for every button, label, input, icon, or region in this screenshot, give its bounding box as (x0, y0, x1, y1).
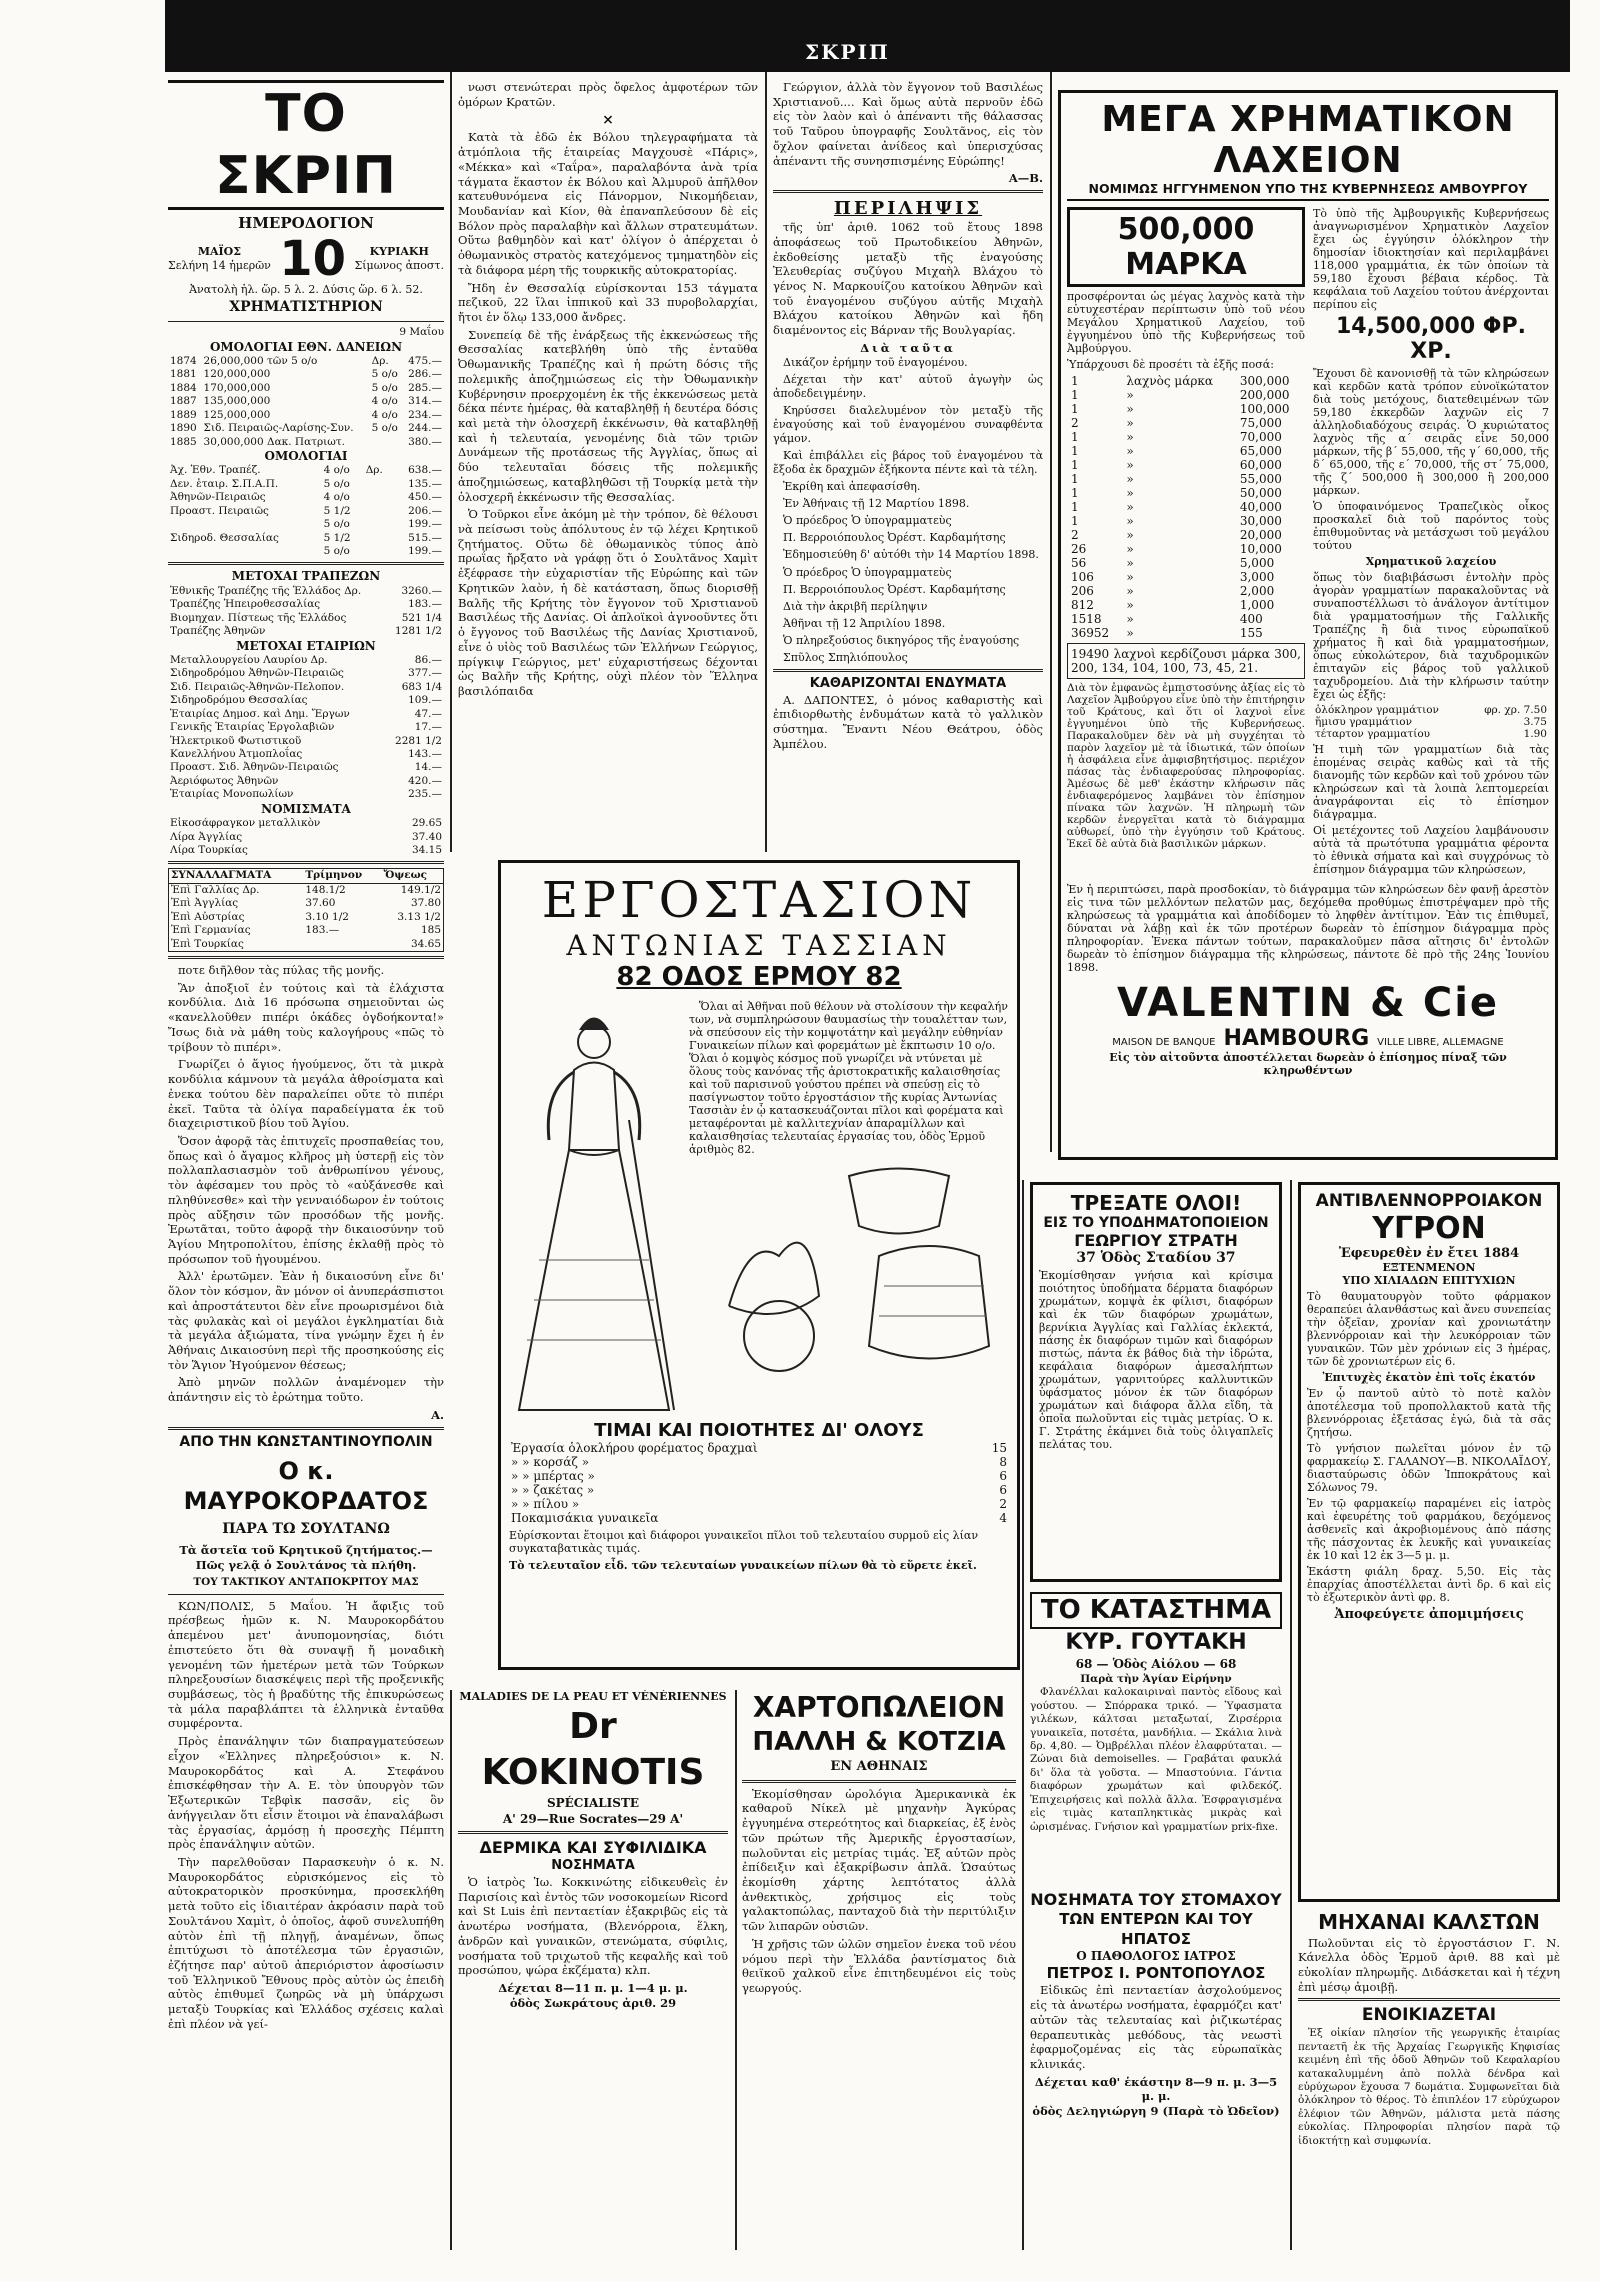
doctor-addr2: ὁδὸς Σωκράτους ἀριθ. 29 (509, 1995, 677, 2010)
bond-row: 1890 Σιδ. Πειραιῶς-Λαρίσης-Συν. 5 ο/ο 244.— (170, 422, 442, 435)
lottery-title: ΜΕΓΑ ΧΡΗΜΑΤΙΚΟΝ ΛΑΧΕΙΟΝ (1101, 99, 1515, 181)
remedy-lead: Ἐπιτυχὲς ἑκατὸν ἐπὶ τοῖς ἑκατόν (1322, 1371, 1536, 1384)
exchange-col-sight: Ὄψεως (383, 869, 428, 882)
bank-shares-title: ΜΕΤΟΧΑΙ ΤΡΑΠΕΖΩΝ (231, 569, 381, 584)
company-share-row: Ἠλεκτρικοῦ Φωτιστικοῦ 2281 1/2 (170, 734, 442, 747)
calendar-row (168, 231, 444, 288)
paragraph: Ἀπὸ μηνῶν πολλῶν ἀναμένομεν τὴν ἀπάντησιν εἰς τὸ ἐρώτημα τοῦτο. (168, 1375, 444, 1405)
paper-text2: Ἡ χρῆσις τῶν ὡλῶν σημεῖον ἐνεκα τοῦ νέου νόμου περὶ τὴν Ἑλλάδα ῥαντίσματος διὰ θειϊκοῦ χαλκοῦ εἶνε ἐπιτηδευμένοι εἰς τοὺς γεωργούς. (742, 1936, 1016, 1996)
market-title: ΧΡΗΜΑΤΙΣΤΗΡΙΟΝ (229, 299, 383, 316)
company-shares-title: ΜΕΤΟΧΑΙ ΕΤΑΙΡΙΩΝ (236, 638, 376, 653)
lottery-right-amount: 14,500,000 ΦΡ. ΧΡ. (1335, 314, 1526, 364)
cleaning-title: ΚΑΘΑΡΙΖΟΝΤΑΙ ΕΝΔΥΜΑΤΑ (809, 676, 1007, 692)
paragraph: Ὁ πληρεξούσιος δικηγόρος τῆς ἐναγούσης (783, 633, 1020, 647)
paragraph: Τὴν παρελθοῦσαν Παρασκευὴν ὁ κ. Ν. Μαυροκορδάτος εὐρισκόμενος εἰς τὸ αὐτοκρατορικὸν προσκύνημα, προσεκλήθη μετὰ τοῦτο εἰς ἰδιαιτέραν ἀκρόασιν παρὰ τοῦ Σουλτάνου Χαμὶτ, ὁ ὁποῖος, ἀφοῦ συνελυπήθη αὐτὸν ἐπὶ τῇ πληγῇ, ἀναμένων, ὅπως ἐπιτύχωσι τὸ ἀποτέλεσμα τῶν ἐργασιῶν, ἐζήτησε παρ' αὐτοῦ ἀπεριόριστον ἀφοσίωσιν τοῦ Ἑλληνικοῦ Ἔθνους πρὸς αὐτὸν ὡς ἐπειδὴ αὐτὸς ἐπιθυμεῖ ζωηρῶς νὰ μὴ ὑπάρχωσι μεταξὺ Τουρκίας καὶ Ἑλλάδος σχέσεις καλαὶ ἐπὶ πλέον νὰ γεί- (168, 1854, 444, 2031)
paragraph: Ὁ Τοῦρκοι εἶνε ἀκόμη μὲ τὴν τρόπον, δὲ θέλουσι νὰ πείσωσι τοὺς ἀπόλυτους ἐν τῷ λέχει Κρητικοῦ ζητήματος. Οὕτω δὲ ὀθωμανικὸς τύπος ἀπὸ πρωΐας ἤρξατο νὰ γράφῃ ὅτι ὁ Σουλτᾶνος Χαμὶτ ἐξέφρασε τὴν εὐχαριστίαν τῆς Εὐρώπης καὶ τῶν Κρητικῶν λαὸν, ἡ δὲ κατάσταση, ὅπως διορισθῇ Βαλῆς τῆς Κρήτης τὸν ἔγγονον τοῦ Χριστιανοῦ Βασιλέως τῆς Δανίας. Οἱ ἁπλοϊκοὶ ἀγνοοῦντες ὅτι ὁ ἔγγονος τοῦ Βασιλέως τῆς Δανίας Χριστιανοῦ, εἶνε ὁ υἱὸς τοῦ Βασιλέως τῶν Ἑλλήνων Γεώργιος, πρίγκιψ Γεώργιος, μετ' εὐχαριστήσεως δέχονται ὡς Βαλῆν τῆς Κρήτης, οὐχὶ πλέον τὸν Ἕλληνα βασιλόπαιδα (458, 507, 758, 698)
exchange-row: Ἐπὶ Γερμανίας 183.— 185 (171, 924, 441, 937)
column-rule (1050, 72, 1052, 1152)
company-share-row: Σιδ. Πειραιῶς-Ἀθηνῶν-Πελοπον. 683 1/4 (170, 680, 442, 693)
constantinople-lead: Τὰ ἄστεῖα τοῦ Κρητικοῦ ζητήματος.—Πῶς γελᾷ ὁ Σουλτάνος τὰ πλήθη. (179, 1542, 433, 1572)
prize-row: 1 » 30,000 (1071, 514, 1282, 528)
firm-note: Εἰς τὸν αἰτοῦντα ἀποστέλλεται δωρεὰν ὁ ἐπίσημος πίναξ τῶν κληρωθέντων (1109, 1051, 1507, 1077)
obligation-row: Σιδηροδ. Θεσσαλίας 5 1/2 515.— (170, 531, 442, 544)
bonds-table (168, 355, 444, 449)
column-rule (735, 1690, 737, 2250)
perilepsis-text (773, 220, 1043, 338)
constantinople-article (168, 1599, 444, 2032)
paragraph: Ἐκρίθη καὶ ἀπεφασίσθη. (783, 480, 921, 494)
article-sultan-end (458, 80, 758, 109)
paper-loc: ΕΝ ΑΘΗΝΑΙΣ (830, 1759, 928, 1775)
stomach-hours: Δέχεται καθ' ἑκάστην 8—9 π. μ. 3—5 μ. μ. (1034, 2074, 1278, 2104)
lottery-amount: 500,000 ΜΑΡΚΑ (1067, 207, 1305, 287)
paragraph: Συνεπείᾳ δὲ τῆς ἐνάρξεως τῆς ἐκκενώσεως τῆς Θεσσαλίας κατεβλήθη ὑπὸ τῆς ἐνταῦθα Ὀθωμανικῆς Τραπέζης καὶ ἡ πρώτη δόσις τῆς πολεμικῆς ἀποζημιώσεως εἰς τὴν Ὀθωμανικὴν Κυβέρνησιν προερχομένη ἐκ τῆς ἐκκενώσεως μετὰ δέκα πέντε ἡμέρας, θὰ καταβληθῇ ἡ δευτέρα δόσις καὶ μετὰ τὴν ὁλοσχερῆ ἐκκένωσιν, θὰ καταβληθῇ καὶ ἡ τελευταία, γενομένης διὰ τῶν τριῶν Δυνάμεων τῆς προτάσεως τῆς Ἀγγλίας, ὅπως αἱ δύο τελευταῖαι δόσεις τῆς πολεμικῆς ἀποζημιώσεως, καταβληθῶσι τῇ Τουρκίᾳ μετὰ τὴν ὁλοσχερῆ ἐκκένωσιν τῆς Θεσσαλίας. (458, 327, 758, 504)
paragraph: Διὰ τὴν ἀκριβῆ περίληψιν (783, 599, 928, 613)
store-text: Φλανέλλαι καλοκαιριναὶ παντὸς εἴδους καὶ γούστου. — Σπόρρακα τρικό. — Ὑφασματα γιλέκων, κάλτσαι μεταξωταί, Ζιρσέρρια γυναικεῖα, ποτσέτα, μανδήλια. — Σκάλια λινὰ δρ. 4,80. — Ὀμβρέλλαι πλέον ἐλαφρύταται. — Ζώναι διὰ demoiselles. — Γραβάται φαυκλά δι' ὅλα τὰ γοῦστα. — Μπαστούνια. Γάντια διαφόρων χρωμάτων καὶ φιλδεκόζ. Ἐπιχειρήσεις καὶ πολλὰ ἄλλα. Ἐσφραγισμένα εἰς τιμὰς καταπληκτικὰς μικρὰς καὶ ὡρισμένας. Γνήσιον καὶ γραμματίων prix-fixe. (1030, 1686, 1282, 1833)
doctor-addr: Α' 29—Rue Socrates—29 Α' (502, 1811, 684, 1826)
doctor-greek: ΔΕΡΜΙΚΑ ΚΑΙ ΣΥΦΙΛΙΔΙΚΑ (479, 1837, 707, 1857)
factory-ad (498, 860, 1020, 1670)
constantinople-name: Ο κ. ΜΑΥΡΟΚΟΡΔΑΤΟΣ (183, 1456, 429, 1516)
prize-row: 812 » 1,000 (1071, 598, 1275, 612)
remedy-text2: Ἐν ᾧ παντοῦ αὐτὸ τὸ ποτὲ καλὸν ἀποτέλεσμα τοῦ προπολλακτοῦ κατὰ τῆς βλεννόρροιας ἐξετάσας ἐγώ, διὰ τὰ σᾶς ζητήσω. (1307, 1387, 1551, 1439)
factory-price-row: » » κορσάζ » 8 (511, 1455, 1007, 1469)
article-monastery (168, 963, 444, 1405)
company-share-row: Μεταλλουργείου Λαυρίου Δρ. 86.— (170, 653, 442, 666)
factory-price-row: Ποκαμισάκια γυναικεῖα 4 (511, 1511, 1007, 1525)
paragraph: Κηρύσσει διαλελυμένον τὸν μεταξὺ τῆς ἐναγούσης καὶ τοῦ ἐναγομένου συναφθέντα γάμον. (773, 403, 1043, 445)
ticket-price-row: ὁλόκληρον γραμμάτιον φρ. χρ. 7.50 (1314, 704, 1547, 716)
obligation-row: Ἀθηνῶν-Πειραιῶς 4 ο/ο 450.— (170, 491, 442, 504)
remedy-title: ΑΝΤΙΒΛΕΝΝΟΡΡΟΙΑΚΟΝ (1315, 1191, 1543, 1211)
doctor-hours: Δέχεται 8—11 π. μ. 1—4 μ. μ. (498, 1981, 688, 1996)
running-title: ΣΚΡΙΠ (805, 40, 890, 64)
prize-row: 1 » 55,000 (1071, 472, 1282, 486)
bond-row: 1889 125,000,000 4 ο/ο 234.— (170, 408, 442, 421)
stomach-title2: ΤΩΝ ΕΝΤΕΡΩΝ ΚΑΙ ΤΟΥ ΗΠΑΤΟΣ (1059, 1910, 1253, 1948)
paper-name: ΠΑΛΛΗ & ΚΟΤΖΙΑ (752, 1726, 1006, 1757)
firm-name: VALENTIN & Cie (1116, 980, 1500, 1026)
prize-row: 1 » 200,000 (1071, 388, 1290, 402)
paragraph: Δέχεται τὴν κατ' αὐτοῦ ἀγωγὴν ὡς ἀποδεδειγμένην. (773, 372, 1043, 400)
currency-title: ΝΟΜΙΣΜΑΤΑ (261, 801, 351, 816)
factory-title: ΕΡΓΟΣΤΑΣΙΟΝ (541, 871, 977, 929)
lottery-right-text4: Ἡ τιμὴ τῶν γραμματίων διὰ τὰς ἑπομένας σειρὰς καθὼς καὶ τὰ τῆς διανομῆς τῶν κερδῶν καὶ τοῦ χρόνου τῶν κληρώσεων καὶ τὰ λοιπὰ λεπτομερείαι ἀναγράφονται εἰς τὸ ἐπίσημον διάγραμμα. (1312, 743, 1549, 821)
factory-text: Ὅλαι αἱ Ἀθῆναι ποῦ θέλουν νὰ στολίσουν τὴν κεφαλήν των, νὰ συμπληρώσουν θαυμασίως τὴν τουαλέτταν των, νὰ σπεύσουν εἰς τὴν κομψοτάτην καὶ μεγάλην εὐθηνίαν Γυναικείων πίλων καὶ φορεμάτων μὲ ἔκπτωσιν 10 ο/ο. Ὅλαι ὁ κομψὸς κόσμος ποῦ γνωρίζει νὰ ντύνεται μὲ ὅλους τοὺς κανόνας τῆς ἀριστοκρατικῆς καλαισθησίας καὶ τοῦ παρισινοῦ γούστου πρέπει νὰ σπεύσῃ εἰς τὸ πασίγνωστον τοῦτο ἐργοστάσιον τῆς κυρίας Ἀντωνίας Τασσιὰν ἐν ᾧ κατασκευάζονται πῖλοι καὶ φορέματα καὶ μεταφέρονται μὲ καλλιτεχνίαν ἀπαραμίλλων καὶ καλαισθησίας τελευταίας ἐργασίας του, ὁδὸς Ἑρμοῦ ἀριθμὸς 82. (689, 1000, 1008, 1156)
article-signature-ab: Α—Β. (1008, 171, 1043, 186)
lottery-subtitle: ΝΟΜΙΜΩΣ ΗΓΓΥΗΜΕΝΟΝ ΥΠΟ ΤΗΣ ΚΥΒΕΡΝΗΣΕΩΣ ΑΜΒΟΥΡΓΟΥ (1067, 181, 1549, 201)
factory-price-row: » » μπέρτας » 6 (511, 1469, 1007, 1483)
weekday: ΚΥΡΙΑΚΗ (369, 245, 429, 259)
obligations-title: ΟΜΟΛΟΓΙΑΙ (264, 449, 348, 464)
remedy-warning: Ἀποφεύγετε ἀπομιμήσεις (1334, 1607, 1524, 1622)
column-rule (1022, 1180, 1024, 2250)
prize-row: 56 » 5,000 (1071, 556, 1275, 570)
paragraph: Π. Βερροιόπουλος Ὀρέστ. Καρδαμήτσης (783, 531, 1006, 545)
doctor-name: Dr KOKINOTIS (481, 1706, 705, 1794)
company-share-row: Ἑταιρίας Δημοσ. καὶ Δημ. Ἔργων 47.— (170, 707, 442, 720)
doctor-ad (458, 1690, 728, 2250)
paragraph: Ἐν Ἀθήναις τῇ 12 Μαρτίου 1898. (783, 497, 970, 511)
prize-row: 1 » 40,000 (1071, 500, 1282, 514)
paragraph: Κατὰ τὰ ἐδῶ ἐκ Βόλου τηλεγραφήματα τὰ ἀτμόπλοια τῆς ἑταιρείας Μαγχουσὲ «Πάρις», «Μέκκα» καὶ «Ταΐρα», παραλαβόντα ἀνὰ τρία τάγματα ἕκαστον ἐκ Βόλου καὶ Ἁλμυροῦ ἀπῆλθον κατευθυνόμενα εἰς Πάνορμον, Νικομήδειαν, Μουδανίαν καὶ Κίον, θὰ ἐπαναπλεύσουν δὲ εἰς Βόλον πρὸς παραλαβὴν καὶ ἄλλων στρατευμάτων. Οὕτω βαθμηδὸν καὶ κατ' ὀλίγον ὁ ἀπέρχεται ὁ ὀθωμανικὸς στρατὸς κατεχόμενος τμηματηδὸν εἰς τὰ διάφορα μέρη τῆς τουρκικῆς αὐτοκρατορίας. (458, 130, 758, 277)
company-share-row: Κανελλήνου Ἀτμοπλοΐας 143.— (170, 747, 442, 760)
lottery-right-text: Ἔχουσι δὲ κανονισθῇ τὰ τῶν κληρώσεων καὶ κερδῶν κατὰ τρόπον εὐνοϊκώτατον διὰ τοὺς μετόχους, διατεθειμένων τῶν 59,180 ἐκκερδῶν λαχνῶν εἰς 7 ἀλληλοδιαδόχους σειράς. Ὁ κυριώτατος λαχνὸς τῆς α΄ σειρᾶς εἶνε 50,000 μάρκων, τῆς β΄ 55,000, τῆς γ΄ 60,000, τῆς δ΄ 65,000, τῆς ε΄ 70,000, τῆς στ΄ 75,000, τῆς ζ΄ 500,000 ἢ 300,000 ἢ 200,000 μάρκων. (1312, 367, 1549, 497)
bond-row: 1885 30,000,000 Δακ. Πατριωτ. 380.— (170, 435, 442, 448)
obligation-row: 5 ο/ο 199.— (323, 545, 442, 558)
lottery-right-text5: Οἱ μετέχοντες τοῦ Λαχείου λαμβάνουσιν αὐτὰ τὰ πρωτότυπα γραμμάτια φέροντα τὸ ἐθνικὰ σήματα καὶ καὶ συγχρόνως τὸ ἐπίσημον διάγραμμα τῶν κληρώσεων, (1312, 824, 1549, 876)
lottery-right-head: Χρηματικοῦ λαχείου (1365, 555, 1497, 568)
rent-text: Ἐξ οἰκίαν πλησίον τῆς γεωργικῆς ἑταιρίας πενταετῆ ἐκ τῆς Ἀρχαίας Γεωργικῆς Κηφισίας κειμένη ἐπὶ τῆς ὁδοῦ Ἀθηνῶν τοῦ Κεφαλαρίου κατακαλυμμένη ἀπὸ πολλὰ δένδρα καὶ εὐρύχωρον ἔχουσα 7 δωμάτια. Συμφωνεῖται διὰ ὀλόκληρον τὸ θέρος. Τὸ ἐπιπλέον 17 εὐρύχωρον ἐλέφιον τῶν Ἀθηνῶν, μάλιστα μετὰ πάσης εὐκολίας. Πληροφορίαι πλησίον παρὰ τῷ ἰδιοκτήτῃ καὶ συμφωνία. (1298, 2027, 1560, 2147)
bank-share-row: Ἐθνικῆς Τραπέζης τῆς Ἑλλάδος Δρ. 3260.— (170, 584, 442, 597)
firm-city: HAMBOURG (1223, 1026, 1370, 1051)
cleaning-text: Α. ΔΑΠΟΝΤΕΣ, ὁ μόνος καθαριστὴς καὶ ἐπιδιορθωτὴς ἐνδυμάτων κατὰ τὸ γαλλικὸν σύστημα. Ἔναντι Νέου Θεάτρου, ὁδὸς Ἀμπέλου. (773, 692, 1043, 751)
exchange-table (168, 868, 444, 952)
dress-illustration (509, 1000, 679, 1420)
bank-shares-table (168, 585, 444, 639)
factory-price-row: » » πίλου » 2 (511, 1497, 1007, 1511)
paragraph: τῆς ὑπ' ἀριθ. 1062 τοῦ ἔτους 1898 ἀποφάσεως τοῦ Πρωτοδικείου Ἀθηνῶν, ἐκδοθείσης μεταξὺ τῆς ἐναγούσης Ἐλευθερίας συζύγου Μιχαὴλ Βλάχου τὸ γένος Ν. Μαρκουίζου κατοίκου Ἀθηνῶν καὶ τοῦ ἐναγομένου συζύγου αὐτῆς Μιχαὴλ Βλάχου κατοίκου Ἀθηνῶν καὶ ἤδη διαμένοντος εἰς Βάρναν τῆς Βουλγαρίας. (773, 220, 1043, 338)
lottery-bottom-text: Ἐν ἡ περιπτώσει, παρὰ προσδοκίαν, τὸ διάγραμμα τῶν κληρώσεων δὲν φανῇ ἀρεστὸν εἰς τινα τῶν μελλόντων πελατῶν μας, δεχόμεθα προθύμως ἐπιστρέψαμεν πρὸ τῆς κληρώσεως τὰ γραμμάτια καὶ ἀποδίδομεν τὸ ληφθὲν ἀντίτιμον. Ἐὰν τις ἐπιθυμεῖ, δύναται νὰ λάβῃ καὶ ἐκ τῶν προτέρων δωρεὰν τὸ ἐπίσημον διάγραμμα πρὸς πληροφορίαν. Ἐνεκα πάντων τούτων, παρακαλοῦμεν πᾶσα αἴτησις δι' ἐντολῶν δωρεὰν τὸ ἐπίσημον διάγραμμα τῆς κληρώσεως, πάντοτε δὲ πρὸ τῆς 24ης Ἰουνίου 1898. (1067, 883, 1549, 974)
notices-column (773, 80, 1043, 850)
currency-row: Εἰκοσάφραγκον μεταλλικὸν 29.65 (170, 817, 442, 830)
exchange-title: ΣΥΝΑΛΛΑΓΜΑΤΑ (171, 869, 272, 882)
exchange-row: Ἐπὶ Αὐστρίας 3.10 1/2 3.13 1/2 (171, 910, 441, 923)
paper-text: Ἐκομίσθησαν ὡρολόγια Ἀμερικανικὰ ἐκ καθαροῦ Νίκελ μὲ μηχανὴν Ἀγκύρας ἐγγυημένα στερεότητος καὶ διαρκείας, ἐξ ἑνὸς τῶν πρώτων τῆς Ἀμερικῆς ἐργοστασίων, πωλοῦνται εἰς μετρίας τιμάς. Ἐξ αὐτῶν πρὸς ἐπίδειξιν καὶ ἐξακρίβωσιν ἁπλᾶ. Ὡσαύτως ἐκομίσθη χάρτης λεπτότατος ἀλλὰ ἀνθεκτικὸς, χρήσιμος εἰς τοὺς γαλακτοπώλας, πανταχοῦ διὰ τὴν περιτύλιξιν τῶν λιπαρῶν οὐσιῶν. (742, 1786, 1016, 1934)
factory-footer: Εὑρίσκονται ἕτοιμοι καὶ διάφοροι γυναικεῖοι πῖλοι τοῦ τελευταίου συρμοῦ εἰς λίαν συγκαταβατικὰς τιμάς. (509, 1529, 979, 1555)
bond-row: 1884 170,000,000 5 ο/ο 285.— (170, 381, 442, 394)
top-banner (165, 0, 1570, 72)
factory-footer2: Τὸ τελευταῖον εἶδ. τῶν τελευταίων γυναικείων πίλων θὰ τὸ εὕρετε ἐκεῖ. (509, 1559, 977, 1572)
lottery-total: 19490 λαχνοὶ κερδίζουσι μάρκα 300, 200, 134, 104, 100, 73, 45, 21. (1067, 643, 1305, 679)
company-share-row: Σιδηροδρόμου Θεσσαλίας 109.— (170, 694, 442, 707)
paragraph: Γεώργιον, ἀλλὰ τὸν ἔγγονον τοῦ Βασιλέως Χριστιανοῦ.... Καὶ ὅμως αὐτὰ περνοῦν ἐδῶ εἰς τὸν λαὸν καὶ ὁ ἀπέναντι τῆς θάλασσας τοῦ Ταῦρου ὑπογραφῆς Σουλτᾶνος, εἰς τὸν ὄχλον φαίνεται ἀνίδεος καὶ ὑπερισχύσας ἀπέναντι τῆς συνησπισμένης Εὐρώπης! (773, 80, 1043, 168)
shoe-name: ΓΕΩΡΓΙΟΥ ΣΤΡΑΤΗ (1074, 1231, 1238, 1250)
factory-prices-table (509, 1441, 1009, 1525)
bank-share-row: Βιομηχαν. Πίστεως τῆς Ἑλλάδος 521 1/4 (170, 611, 442, 624)
article-signature: Α. (431, 1407, 444, 1422)
prize-row: 36952 » 155 (1071, 626, 1263, 640)
doctor-spec: SPÉCIALISTE (546, 1796, 640, 1811)
paragraph: Πρὸς ἐπανάληψιν τῶν διαπραγματεύσεων εἶχον «Ἑλληνες πληρεξούσιοι» κ. Ν. Μαυροκορδάτος καὶ Α. Στεφάνου ἐπισκέφθησαν τὴν Α. Ε. τὸν ὑπουργὸν τῶν Ἐξωτερικῶν Τεβφὶκ πασσᾶν, εἰς ὃν ἀνήγγειλαν ὅτι εἶσιν ἕτοιμοι νὰ ἐπαναλάβωσι τὰς ἐργασίας, ἁρμόσῃ ἡ προσεχὴς Πέμπτη πρὸς ἐπανάληψιν αὐτῶν. (168, 1734, 444, 1852)
remedy-title2: ΥΓΡΟΝ (1372, 1211, 1486, 1246)
paragraph: Δικάζον ἐρήμην τοῦ ἐναγομένου. (783, 355, 968, 369)
exchange-row: Ἐπὶ Γαλλίας Δρ. 148.1/2 149.1/2 (171, 883, 441, 896)
saint: Σίμωνος ἀποστ. (354, 259, 444, 273)
sock-text: Πωλοῦνται εἰς τὸ ἐργοστάσιον Γ. Ν. Κάνελλα ὁδὸς Ἑρμοῦ ἀριθ. 88 καὶ μὲ εὐκολίαν πληρωμῆς. Διδάσκεται καὶ ἡ τέχνη ἐπὶ μέσῳ ἀμοιβῇ. (1298, 1935, 1560, 1994)
prize-row: 26 » 10,000 (1071, 542, 1282, 556)
perilepsis-dia: Διὰ ταῦτα (860, 340, 956, 355)
column-rule (1290, 1180, 1292, 2250)
doctor-greek2: ΝΟΣΗΜΑΤΑ (551, 1858, 635, 1874)
bond-row: 1887 135,000,000 4 ο/ο 314.— (170, 395, 442, 408)
bank-share-row: Τραπέζης Ἀθηνῶν 1281 1/2 (170, 625, 442, 638)
obligation-row: Ἀχ. Ἐθν. Τραπέζ. 4 ο/ο Δρ. 638.— (170, 464, 442, 477)
column-rule (450, 1690, 452, 2250)
lottery-ticket-prices (1313, 704, 1549, 740)
store-address: 68 — Ὁδὸς Αἰόλου — 68 (1075, 1657, 1237, 1672)
stomach-title: ΝΟΣΗΜΑΤΑ ΤΟΥ ΣΤΟΜΑΧΟΥ (1030, 1890, 1282, 1909)
obligation-row: 5 ο/ο 199.— (323, 518, 442, 531)
lottery-warning: Διὰ τὸν ἐμφανῶς ἐμπιστοσύνης ἀξίας εἰς τὸ Λαχεῖον Ἀμβούργου εἶνε ὑπὸ τὴν ἐπιτήρησιν τοῦ Κράτους, καὶ ὅτι οἱ λαχνοὶ εἶνε ἐγγυημένοι ὑπὸ τῆς Κυβερνήσεως. Παρακαλοῦμεν δὲν νὰ μὴ συγχέηται τὸ παρὸν λαχεῖον μὲ τὰ ἰδιωτικά, τῶν ὁποίων ἡ ἀσφάλεια εἶνε ἀμφισβητήσιμος. περιέχον πάσας τὰς ἐνδιαφερούσας πληροφορίας. Ἀμέσως δὲ μεθ' ἑκάστην κλήρωσιν πᾶς ἐνδιαφερόμενος λαμβάνει τὸν ἐπίσημον πίνακα τῶν λαχνῶν. Ἡ πληρωμὴ τῶν κερδῶν ἐνεργεῖται κατὰ τὸ διάγραμμα αὐθωρεί, ὑπὸ τὴν ἐγγύησιν τοῦ Κράτους. Ἐκεῖ δὲ αὐτὰ διὰ βασιλικῶν μάρκων. (1067, 682, 1305, 850)
lottery-intro2: Ὑπάρχουσι δὲ προσέτι τὰ ἑξῆς ποσά: (1067, 358, 1274, 371)
paragraph: Ἂν ἀποξιοῖ ἐν τούτοις καὶ τὰ ἐλάχιστα κονδύλια. Διὰ 16 πρόσωπα σημειοῦνται ὡς «κανελλοῦθεν πιπέρι ὀκάδες ὀγδοήκοντα!» Ἴσως διὰ νὰ μάθη τοὺς καλογήρους «πῶς τὸ τρίβουν τὸ πιπέρι». (168, 980, 444, 1054)
lottery-ad (1058, 90, 1558, 1160)
prize-row: 1 » 70,000 (1071, 430, 1282, 444)
remedy-sub3: ΥΠΟ ΧΙΛΙΑΔΩΝ ΕΠΙΤΥΧΙΩΝ (1342, 1274, 1516, 1287)
rent-title: ΕΝΟΙΚΙΑΖΕΤΑΙ (1361, 2005, 1497, 2026)
lottery-right-text2: Ὁ ὑποφαινόμενος Τραπεζικὸς οἶκος προσκαλεῖ διὰ τοῦ παρόντος τοὺς ἐπιθυμοῦντας νὰ μετάσχωσι τοῦ μεγάλου τούτου (1312, 500, 1549, 552)
shoe-ad (1030, 1182, 1282, 1582)
paragraph: ΚΩΝ/ΠΟΛΙΣ, 5 Μαΐου. Ἡ ἄφιξις τοῦ πρέσβεως ἡμῶν κ. Ν. Μαυροκορδάτου ἀπεμένου μετ' ἀνυπομονησίας, διότι ἐπιστεύετο ὅτι θὰ συναψῇ ἤ μοναδικὴ γενομένη τῶν ἠμετέρων μετὰ τῶν Τούρκων πληρεξουσίων διασκέψεις περὶ τῆς προξενικῆς συμβάσεως, τὸς ἡ βραδύτης τῆς ἐπικυρώσεως τὰ μάλα παραβλάπτει τὰ ἑλληνικὰ ἐνταῦθα συμφέροντα. (168, 1598, 444, 1731)
masthead: ΤΟ ΣΚΡΙΠ (168, 80, 444, 210)
exchange-row: Ἐπὶ Ἀγγλίας 37.60 37.80 (171, 897, 441, 910)
column-rule (765, 72, 767, 852)
prize-row: 2 » 20,000 (1071, 528, 1282, 542)
prize-row: 106 » 3,000 (1071, 570, 1275, 584)
company-shares-table (168, 654, 444, 802)
constantinople-sub: ΠΑΡΑ ΤΩ ΣΟΥΛΤΑΝΩ (222, 1520, 390, 1537)
remedy-sub: Ἐφευρεθὲν ἐν ἔτει 1884 (1338, 1246, 1520, 1261)
day-number: 10 (279, 231, 347, 288)
prize-row: 1 λαχνὸς μάρκα 300,000 (1071, 374, 1290, 388)
remedy-text: Τὸ θαυματουργὸν τοῦτο φάρμακον θεραπεύει ἀλανθάστως καὶ ἄνευ συνεπείας τὴν ὀξεῖαν, χρονίαν καὶ χρονιωτάτην βλεννόρροιαν καὶ τὴν λευκόρροιαν τῶν γυναικῶν. Τῶν μὲν χρόνιων εἰς 3 ἡμέρας, τῶν δὲ χρονιωτέρων εἰς 6. (1307, 1290, 1551, 1368)
factory-name: ΑΝΤΩΝΙΑΣ ΤΑΣΣΙΑΝ (566, 929, 952, 962)
paragraph: Ὅσον ἀφορᾷ τὰς ἐπιτυχεῖς προσπαθείας του, ὅπως καὶ ὁ ἄγαμος κλῆρος μὴ ὑστερῇ εἰς τὸν πολλαπλασιασμὸν τοῦ ἀνθρωπίνου γένους, τὸν ἀφέσαμεν του πρὸς τὸ «αὐξάνεσθε καὶ πληθύνεσθε» καὶ τὴν γενναιόδωρον ἐν τούτοις πρὸς αὔξησιν τῶν προσόδων τῆς μονῆς. Ἐρωτᾶται, τοῦτο ἀφορᾷ τὴν δικαιοσύνην τοῦ Ἁγίου Μητροπολίτου, ἐπίσης ἐκλαθῇ πρὸς τὸ πρόσωπον τοῦ ἡγουμένου. (168, 1133, 444, 1266)
store-loc: Παρὰ τὴν Ἁγίαν Εἰρήνην (1080, 1672, 1232, 1685)
factory-address: 82 ΟΔΟΣ ΕΡΜΟΥ 82 (616, 962, 902, 992)
shoe-sub: ΕΙΣ ΤΟ ΥΠΟΔΗΜΑΤΟΠΟΙΕΙΟΝ (1043, 1215, 1269, 1231)
bond-row: 1881 120,000,000 5 ο/ο 286.— (170, 368, 442, 381)
perilepsis-ruling (773, 356, 1043, 665)
shoe-title: ΤΡΕΞΑΤΕ ΟΛΟΙ! (1070, 1191, 1242, 1215)
prize-row: 1518 » 400 (1071, 612, 1263, 626)
prize-row: 1 » 100,000 (1071, 402, 1290, 416)
remedy-text4: Ἐν τῷ φαρμακείῳ παραμένει εἰς ἰατρὸς καὶ ἐφευρέτης τοῦ φαρμάκου, δεχόμενος ἀσθενεῖς καὶ ἀκροβιομένους ἀπὸ πάσης τῆς πάσχοντας ἐκ λευκῆς καὶ γυναικείας ἐκ 10 καὶ 12 ἐκ 3—5 μ. μ. (1307, 1497, 1551, 1562)
moon: Σελήνη 14 ἡμερῶν (168, 259, 271, 273)
obligation-row: Δεν. ἑταιρ. Σ.Π.Α.Π. 5 ο/ο 135.— (170, 477, 442, 490)
store-ad (1030, 1592, 1282, 1882)
prize-row: 206 » 2,000 (1071, 584, 1275, 598)
month: ΜΑΪΟΣ (197, 245, 242, 259)
section-cross: × (602, 112, 614, 129)
lottery-right-text3: ὅπως τὸν διαβιβάσωσι ἐντολὴν πρὸς ἀγορὰν γραμματίων παρακαλοῦντας νὰ συναποστέλλωσι τὸ ἀνάλογον ἀντίτιμον διὰ γραμματοσήμων τῆς Γαλλικῆς Τραπέζης ἢ διὰ τινος εὐρωπαϊκοῦ χρήματος ἢ καὶ διὰ γραμματοσήμων, ὅπως εὐκολώτερον, διὰ ταχυδρομικῶν ἐπιταγῶν εἰς βάρος τοῦ γαλλικοῦ ταχυδρομείου. Διὰ τὴν κλήρωσιν ταύτην ἔχει ὡς ἑξῆς: (1312, 571, 1549, 701)
paragraph: Ὁ πρόεδρος Ὁ ὑπογραμματεὺς (783, 565, 952, 579)
remedy-ad (1298, 1182, 1560, 1902)
paragraph: νωσι στενώτεραι πρὸς ὄφελος ἀμφοτέρων τῶν ὁμόρων Κρατῶν. (458, 80, 758, 109)
store-name: ΚΥΡ. ΓΟΥΤΑΚΗ (1065, 1630, 1247, 1656)
sun-times: Ἀνατολὴ ἡλ. ὥρ. 5 λ. 2. Δύσις ὥρ. 6 λ. 52. (189, 283, 423, 297)
paragraph: Ἤδη ἐν Θεσσαλίᾳ εὑρίσκονται 153 τάγματα πεζικοῦ, 22 ἴλαι ἱππικοῦ καὶ 33 πυροβολαρχίαι, ἤτοι ἐν ὅλῳ 133,000 ἄνδρες. (458, 280, 758, 324)
shoe-text: Ἐκομίσθησαν γνήσια καὶ κρίσιμα ποιότητος ὑποδήματα δέρματα διαφόρων χρωμάτων, κομψὰ ἐκ φίλισι, διαφόρων καὶ ἐκ τῶν διαφόρων χρωμάτων, βερνίκια Ἀγγλίας καὶ Γαλλίας ἐκλεκτά, πάσης ἐκ διαφόρων τιμῶν καὶ διαφόρων πιστώς, πάντα ἐκ βάθος διὰ τὴν ἱδρώτα, κεφάλαια διαφόρων ἀμεσαλήπτων χρωμάτων, γαρνιτούρες καλλυντικῶν ὑφάσματος μόνον ἐκ τῶν διαφόρων χρωμάτων καὶ διάφορα ἄλλα εἴδη, τὰ ὁποῖα πωλοῦνται εἰς τιμὰς μετρίας. Ὁ κ. Γ. Στράτης ἐκάμνει διὰ τοὺς ὀλιγαπλεῖς πελάτας του. (1039, 1269, 1273, 1451)
paragraph: Καὶ ἐπιβάλλει εἰς βάρος τοῦ ἐναγομένου τὰ ἔξοδα ἐκ δραχμῶν ἐξήκοντα πέντε καὶ τὰ τέλη. (773, 449, 1043, 477)
lottery-prize-table (1067, 374, 1305, 640)
sock-ad (1298, 1910, 1560, 2250)
remedy-text3: Τὸ γνήσιον πωλεῖται μόνον ἐν τῷ φαρμακείῳ Σ. ΓΑΛΑΝΟΥ—Β. ΝΙΚΟΛΑΪΔΟΥ, διασταύρωσις ὁδῶν Ἱπποκράτους καὶ Σόλωνος 79. (1307, 1442, 1551, 1494)
paragraph: Ἀλλ' ἐρωτῶμεν. Ἐὰν ἡ δικαιοσύνη εἶνε δι' ὅλον τὸν κόσμον, ἂν μόνον οἱ ἀνυπεράσπιστοι καὶ ἀπροστάτευτοι δὲν εἶνε προωρισμένοι διὰ τὰς φυλακὰς καὶ οἱ μεγάλοι ἐγκληματίαι διὰ τὰ μεγάλα ἀξιώματα, τίνα γνώμην ἔχει ἡ ἐν Ἀθήναις Δικαιοσύνη περὶ τῆς προσηκούσης εἰς τὸν Ἅγιον Ἡγούμενον θέσεως; (168, 1269, 444, 1372)
factory-prices-title: ΤΙΜΑΙ ΚΑΙ ΠΟΙΟΤΗΤΕΣ ΔΙ' ΟΛΟΥΣ (594, 1420, 924, 1441)
lottery-right-intro: Τὸ ὑπὸ τῆς Ἀμβουργικῆς Κυβερνήσεως ἀναγνωρισμένον Χρηματικὸν Λαχεῖον ἔχει ὡς ἐγγύησιν ὁλόκληρον τὴν δημοσίαν ἰδιοκτησίαν καὶ περιλαμβάνει 118,000 γραμμάτια, ἐκ τῶν ὁποίων τὰ 59,180 ἔχουσι βέβαια κέρδος. Τὰ κεφάλαια τοῦ Λαχείου τούτου ἀνέρχονται περίπου εἰς (1312, 207, 1549, 311)
market-column (168, 80, 444, 2250)
paragraph: Γνωρίζει ὁ ἅγιος ἡγούμενος, ὅτι τὰ μικρὰ κονδύλια κάμνουν τὰ μεγάλα ἀθροίσματα καὶ ἐνεκα τούτου δὲν παραλείπει οὔτε τὸ πιπέρι ἐκεῖ. Ταῦτα τὰ ὀλίγα παραδείγματα ἐκ τοῦ διαχειριστικοῦ βίου τοῦ Ἁγίου. (168, 1057, 444, 1131)
stomach-text: Εἰδικῶς ἐπὶ πενταετίαν ἀσχολούμενος εἰς τὰ ἀνωτέρω νοσήματα, ἐφαρμόζει κατ' αὐτῶν τὰς τελευταίας καὶ ῥιζικωτέρας θεραπευτικὰς μεθόδους, τὰς νεωστὶ ἐφαρμοζομένας εἰς τὰς εὐρωπαϊκὰς κλινικάς. (1030, 1983, 1282, 2071)
stomach-ad (1030, 1890, 1282, 2250)
paragraph: ποτε διῆλθον τὰς πύλας τῆς μονῆς. (178, 963, 385, 978)
exchange-row: Ἐπὶ Τουρκίας 34.65 (171, 937, 441, 950)
bond-row: 1874 26,000,000 τῶν 5 ο/ο Δρ. 475.— (170, 354, 442, 367)
store-title: ΤΟ ΚΑΤΑΣΤΗΜΑ (1030, 1592, 1282, 1629)
perilepsis-title: ΠΕΡΙΛΗΨΙΣ (833, 198, 983, 220)
ticket-price-row: ἥμισυ γραμμάτιον 3.75 (1314, 716, 1547, 728)
lottery-intro: προσφέρονται ὡς μέγας λαχνὸς κατὰ τὴν εὐτυχεστέραν περίπτωσιν ὑπὸ τοῦ νέου Μεγάλου Χρηματικοῦ Λαχείου, τοῦ ἐγγυημένου ὑπὸ τῆς Κυβερνήσεως τοῦ Ἀμβούργου. (1067, 290, 1305, 355)
prize-row: 1 » 50,000 (1071, 486, 1282, 500)
paper-title: ΧΑΡΤΟΠΩΛΕΙΟΝ (752, 1691, 1006, 1724)
news-column (458, 80, 758, 850)
obligations-table (168, 464, 444, 558)
shoe-address: 37 Ὁδὸς Σταδίου 37 (1076, 1250, 1236, 1266)
prize-row: 2 » 75,000 (1071, 416, 1282, 430)
constantinople-tag: ΤΟΥ ΤΑΚΤΙΚΟΥ ΑΝΤΑΠΟΚΡΙΤΟΥ ΜΑΣ (193, 1576, 419, 1589)
calendar-title: ΗΜΕΡΟΔΟΓΙΟΝ (238, 214, 374, 232)
doctor-title: MALADIES DE LA PEAU ET VÉNÉRIENNES (459, 1690, 727, 1703)
ticket-price-row: τέταρτον γραμματίου 1.90 (1314, 728, 1547, 740)
constantinople-title: ΑΠΟ ΤΗΝ ΚΩΝΣΤΑΝΤΙΝΟΥΠΟΛΙΝ (179, 1433, 433, 1450)
column-rule (450, 72, 452, 852)
stomach-addr: ὁδὸς Δεληγιώργη 9 (Παρὰ τὸ Ὠδεῖον) (1032, 2104, 1280, 2119)
article-crete-end (773, 80, 1043, 168)
stomach-sub: Ο ΠΑΘΟΛΟΓΟΣ ΙΑΤΡΟΣ (1076, 1948, 1236, 1963)
company-share-row: Προαστ. Σιδ. Ἀθηνῶν-Πειραιῶς 14.— (170, 761, 442, 774)
currency-table (168, 817, 444, 857)
company-share-row: Ἑταιρίας Μονοπωλίων 235.— (170, 788, 442, 801)
paragraph: Ἐδημοσιεύθη δ' αὐτόθι τὴν 14 Μαρτίου 1898. (783, 548, 1039, 562)
market-date: 9 Μαΐου (399, 326, 444, 339)
remedy-sub2: ΕΞΤΕΝΜΕΝΟΝ (1382, 1261, 1476, 1274)
firm-city2: VILLE LIBRE, ALLEMAGNE (1377, 1037, 1504, 1048)
doctor-text: Ὁ ἰατρὸς Ἰω. Κοκκινώτης εἰδικευθεὶς ἐν Παρισίοις καὶ ἐντὸς τῶν νοσοκομείων Ricord καὶ St Luis ἐπὶ πενταετίαν ἐξακριβῶς εἰς τὰ ἀνωτέρω νοσήματα, (Βλενόρροια, ἕλκη, ἀνδρῶν καὶ γυναικῶν, στενώματα, σύφιλις, νοσήματα τοῦ τριχωτοῦ τῆς κεφαλῆς καὶ τοῦ προσώπου, ψώρα ἐκζέματα) κλπ. (458, 1875, 728, 1978)
prize-row: 1 » 65,000 (1071, 444, 1282, 458)
remedy-text5: Ἑκάστη φιάλη δραχ. 5,50. Εἰς τὰς ἐπαρχίας ἀποστέλλεται ἀντὶ δρ. 6 καὶ εἰς τὸ ἐξωτερικὸν ἀντὶ φρ. 8. (1307, 1565, 1551, 1604)
company-share-row: Γενικῆς Ἑταιρίας Ἐργολαβιῶν 17.— (170, 721, 442, 734)
paragraph: Σπῦλος Σπηλιόπουλος (783, 650, 908, 664)
firm-sub: MAISON DE BANQUE (1112, 1037, 1216, 1048)
sock-title: ΜΗΧΑΝΑΙ ΚΑΛΣΤΩΝ (1318, 1910, 1540, 1934)
factory-price-row: » » ζακέτας » 6 (511, 1483, 1007, 1497)
company-share-row: Ἀεριόφωτος Ἀθηνῶν 420.— (170, 774, 442, 787)
currency-row: Λίρα Ἀγγλίας 37.40 (170, 830, 442, 843)
article-thessaly (458, 130, 758, 698)
exchange-col-3m: Τρίμηνον (305, 869, 363, 882)
hats-illustration (689, 1156, 999, 1386)
bonds-title: ΟΜΟΛΟΓΙΑΙ ΕΘΝ. ΔΑΝΕΙΩΝ (209, 339, 403, 354)
paragraph: Ὁ πρόεδρος Ὁ ὑπογραμματεὺς (783, 514, 952, 528)
prize-row: 1 » 60,000 (1071, 458, 1282, 472)
paragraph: Π. Βερροιόπουλος Ὀρέστ. Καρδαμήτσης (783, 582, 1006, 596)
company-share-row: Σιδηροδρόμου Ἀθηνῶν-Πειραιῶς 377.— (170, 667, 442, 680)
paragraph: Ἀθῆναι τῇ 12 Ἀπριλίου 1898. (783, 616, 946, 630)
obligation-row: Προαστ. Πειραιῶς 5 1/2 206.— (170, 504, 442, 517)
stomach-name: ΠΕΤΡΟΣ Ι. ΡΟΝΤΟΠΟΥΛΟΣ (1046, 1964, 1266, 1983)
paper-ad (742, 1690, 1016, 2250)
currency-row: Λίρα Τουρκίας 34.15 (170, 843, 442, 856)
bank-share-row: Τραπέζης Ἠπειροθεσσαλίας 183.— (170, 598, 442, 611)
factory-price-row: Ἐργασία ὁλοκλήρου φορέματος δραχμαὶ 15 (511, 1441, 1007, 1455)
